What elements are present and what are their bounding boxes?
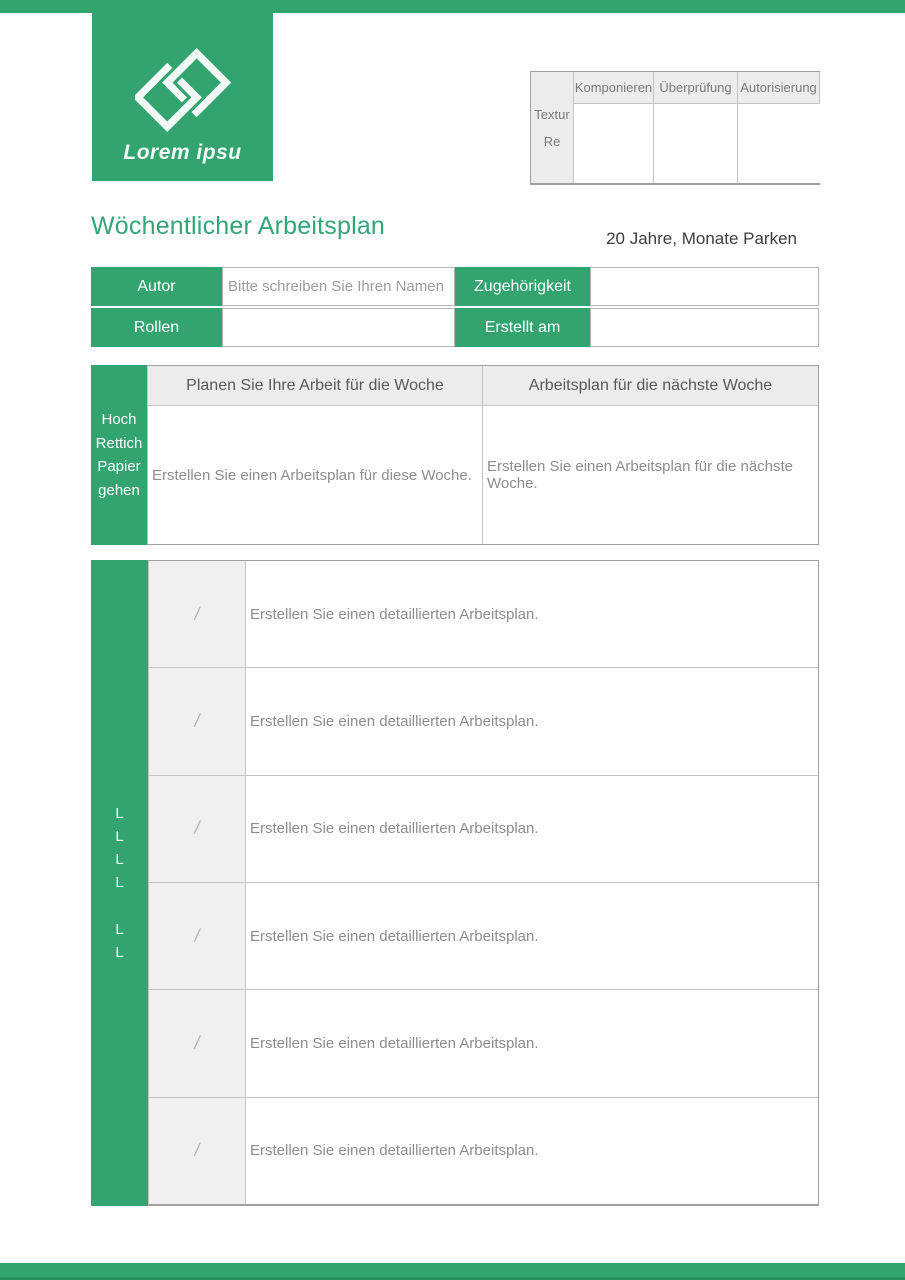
task-row: [149, 776, 818, 883]
sidebar-letter: L: [115, 944, 124, 961]
task-row: [149, 561, 818, 668]
approval-row-label: [531, 72, 574, 183]
task-rows: [148, 560, 819, 1206]
week-sidebar-line: Papier: [97, 458, 141, 475]
task-row: [149, 1098, 818, 1204]
task-row: [149, 883, 818, 990]
this-week-plan-cell[interactable]: Erstellen Sie einen Arbeitsplan für diese Woche.: [148, 406, 483, 544]
approval-signature-cell[interactable]: [738, 104, 820, 183]
approval-table: [530, 71, 820, 185]
sidebar-letter-group: [115, 918, 123, 964]
author-info-form: [91, 267, 819, 347]
task-text-cell[interactable]: Erstellen Sie einen detaillierten Arbeitsplan.: [246, 883, 818, 989]
sidebar-letter-group: [115, 802, 123, 894]
week-plan-grid: [147, 365, 819, 545]
week-sidebar-line: Hoch: [101, 411, 137, 428]
approval-row-label-line: Textur: [534, 106, 570, 122]
author-name-field[interactable]: Bitte schreiben Sie Ihren Namen: [222, 267, 455, 306]
logo: [92, 0, 273, 181]
task-row: [149, 990, 818, 1097]
created-at-field[interactable]: [590, 308, 819, 347]
sidebar-letter: L: [115, 921, 124, 938]
task-text-cell[interactable]: Erstellen Sie einen detaillierten Arbeitsplan.: [246, 1098, 818, 1204]
page-subtitle: 20 Jahre, Monate Parken: [606, 229, 797, 248]
bottom-accent-bar: [0, 1263, 905, 1280]
task-row: [149, 668, 818, 775]
week-plan-table: [91, 365, 819, 545]
logo-text: Lorem ipsu: [123, 141, 242, 164]
task-text-cell[interactable]: Erstellen Sie einen detaillierten Arbeitsplan.: [246, 776, 818, 882]
sidebar-letter: L: [115, 805, 124, 822]
sidebar-letter: L: [115, 851, 124, 868]
approval-signature-cell[interactable]: [574, 104, 654, 183]
task-marker-cell[interactable]: /: [149, 776, 246, 882]
task-text-cell[interactable]: Erstellen Sie einen detaillierten Arbeitsplan.: [246, 668, 818, 774]
sidebar-letter: L: [115, 828, 124, 845]
next-week-plan-cell[interactable]: Erstellen Sie einen Arbeitsplan für die nächste Woche.: [483, 406, 818, 544]
approval-row-label-line: Re: [543, 133, 561, 149]
week-plan-sidebar: [91, 365, 147, 545]
author-label: Autor: [91, 267, 222, 306]
approval-column-header-authorize: Autorisierung: [738, 72, 820, 104]
approval-column-header-review: Überprüfung: [654, 72, 738, 104]
approval-signature-cell[interactable]: [654, 104, 738, 183]
task-table-sidebar: [91, 560, 148, 1206]
sidebar-letter: L: [115, 874, 124, 891]
task-detail-table: [91, 560, 819, 1206]
created-at-label: Erstellt am: [455, 308, 590, 347]
task-text-cell[interactable]: Erstellen Sie einen detaillierten Arbeitsplan.: [246, 990, 818, 1096]
week-sidebar-line: gehen: [98, 481, 140, 499]
task-marker-cell[interactable]: /: [149, 883, 246, 989]
roles-field[interactable]: [222, 308, 455, 347]
this-week-header: Planen Sie Ihre Arbeit für die Woche: [148, 366, 483, 406]
task-text-cell[interactable]: Erstellen Sie einen detaillierten Arbeitsplan.: [246, 561, 818, 667]
task-marker-cell[interactable]: /: [149, 561, 246, 667]
week-sidebar-line: Rettich: [95, 434, 143, 452]
task-marker-cell[interactable]: /: [149, 668, 246, 774]
affiliation-label: Zugehörigkeit: [455, 267, 590, 306]
task-marker-cell[interactable]: /: [149, 990, 246, 1096]
affiliation-field[interactable]: [590, 267, 819, 306]
task-marker-cell[interactable]: /: [149, 1098, 246, 1204]
roles-label: Rollen: [91, 308, 222, 347]
interlocked-diamonds-icon: [135, 48, 231, 132]
approval-column-header-compose: Komponieren: [574, 72, 654, 104]
next-week-header: Arbeitsplan für die nächste Woche: [483, 366, 818, 406]
page-title: Wöchentlicher Arbeitsplan: [91, 212, 386, 240]
